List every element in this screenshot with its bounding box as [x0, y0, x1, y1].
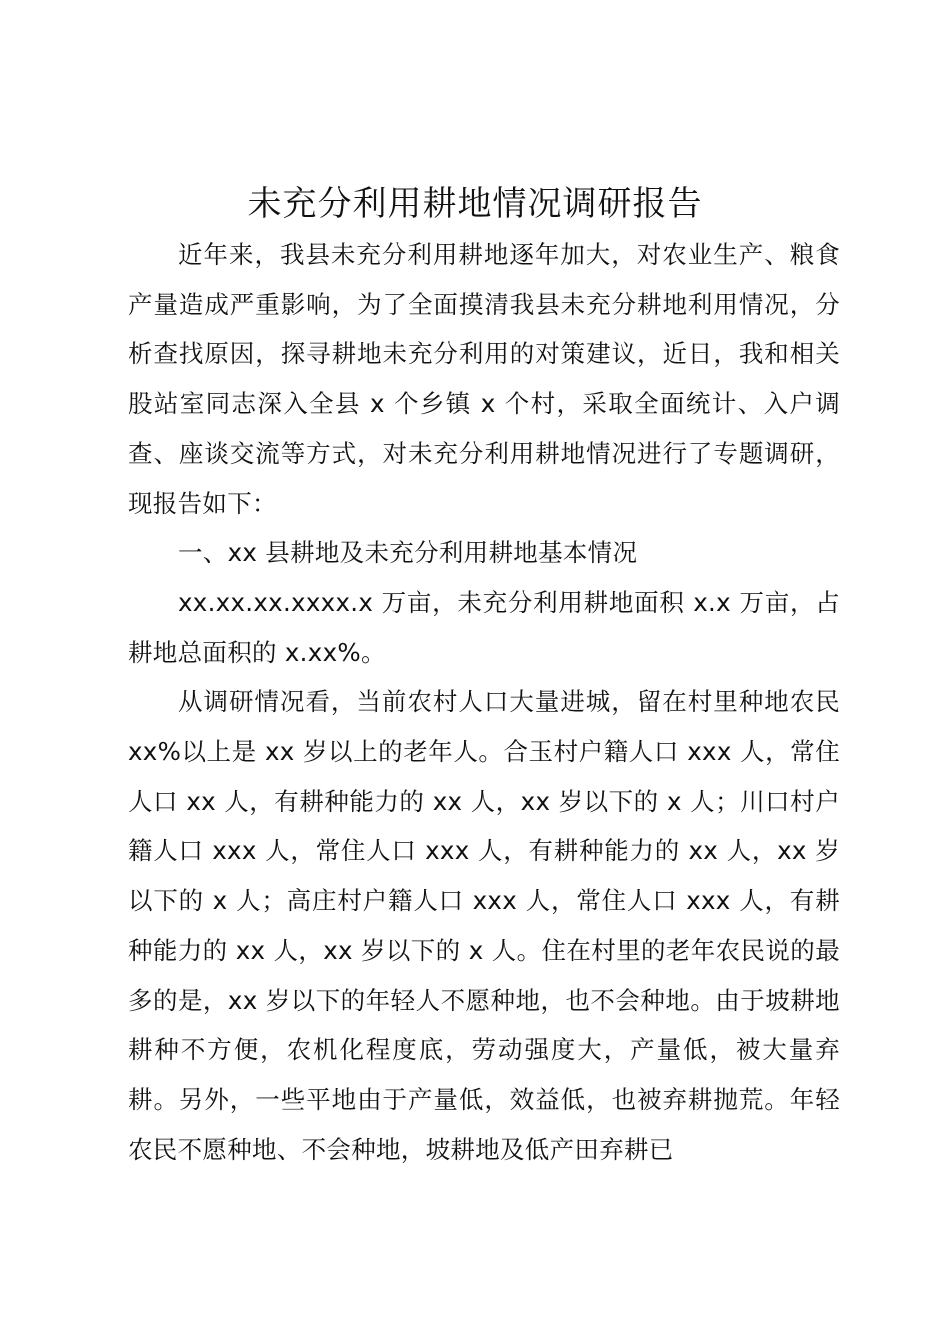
survey-paragraph: 从调研情况看，当前农村人口大量进城，留在村里种地农民 xx%以上是 xx 岁以上的老年人。合玉村户籍人口 xxx 人，常住人口 xx 人，有耕种能力的 xx 人，xx 岁以下的 x 人；川口村户籍人口 xxx 人，常住人口 xxx 人，有耕种能力的 xx 人，xx 岁以下的 x 人；高庄村户籍人口 xxx 人，常住人口 xxx 人，有耕种能力的 xx 人，xx 岁以下的 x 人。住在村里的老年农民说的最多的是，xx 岁以下的年轻人不愿种地，也不会种地。由于坡耕地耕种不方便，农机化程度底，劳动强度大，产量低，被大量弃耕。另外，一些平地由于产量低，效益低，也被弃耕抛荒。年轻农民不愿种地、不会种地，坡耕地及低产田弃耕已: [128, 687, 840, 1164]
area-paragraph: xx.xx.xx.xxxx.x 万亩，未充分利用耕地面积 x.x 万亩，占耕地总面积的 x.xx%。: [128, 587, 840, 667]
intro-paragraph: 近年来，我县未充分利用耕地逐年加大，对农业生产、粮食产量造成严重影响，为了全面摸清我县未充分耕地利用情况，分析查找原因，探寻耕地未充分利用的对策建议，近日，我和相关股站室同志深入全县 x 个乡镇 x 个村，采取全面统计、入户调查、座谈交流等方式，对未充分利用耕地情况进行了专题调研，现报告如下：: [128, 240, 840, 518]
document-title: 未充分利用耕地情况调研报告: [247, 184, 703, 224]
document-body: [128, 230, 840, 1174]
section-heading: 一、xx 县耕地及未充分利用耕地基本情况: [178, 538, 638, 568]
